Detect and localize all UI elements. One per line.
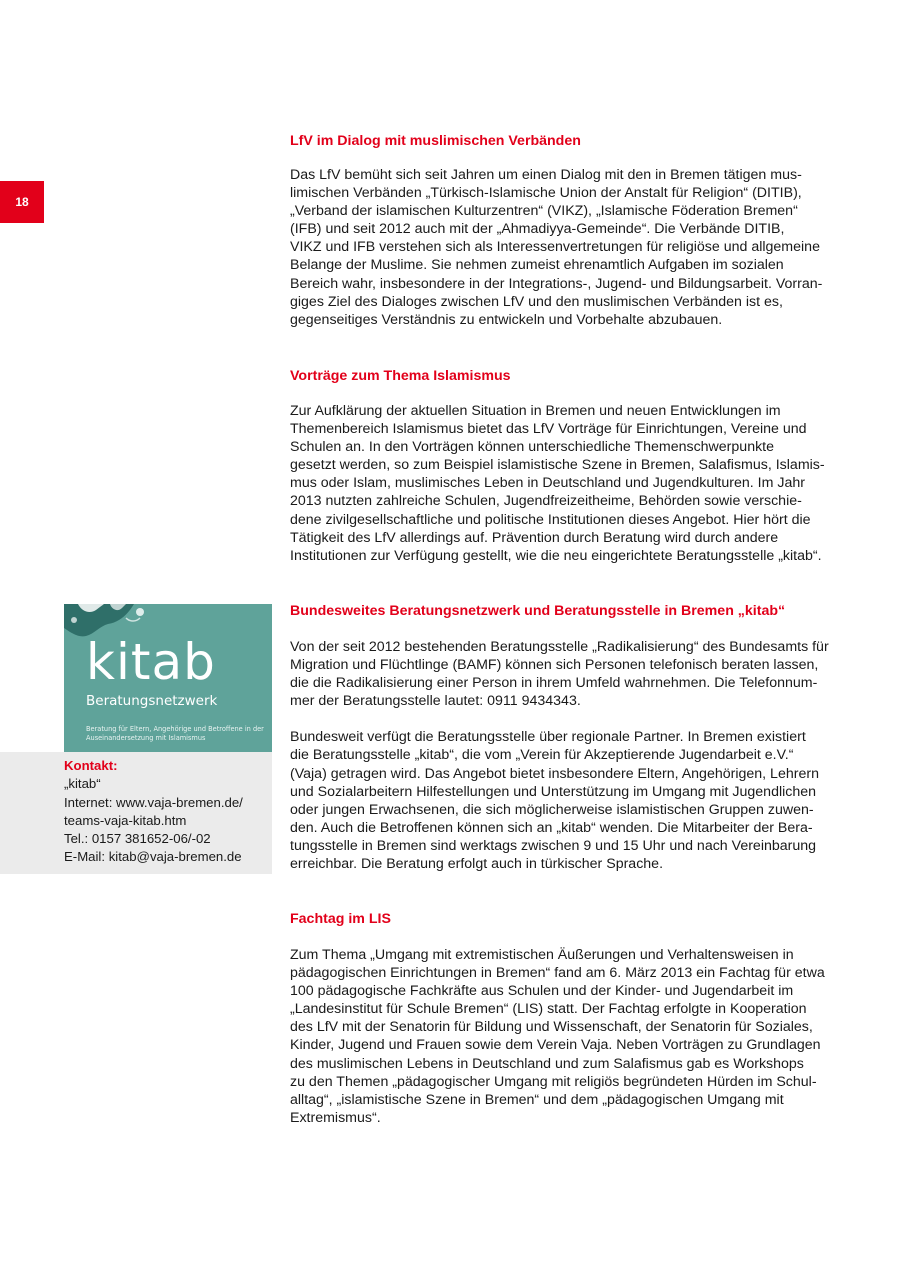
contact-phone: Tel.: 0157 381652-06/-02	[64, 831, 211, 847]
logo-subtitle: Beratungsnetzwerk	[86, 693, 218, 709]
section-heading: Bundesweites Beratungsnetzwerk und Beratungsstelle in Bremen „kitab“	[290, 603, 786, 619]
section-heading: LfV im Dialog mit muslimischen Verbänden	[290, 133, 581, 149]
contact-details	[64, 757, 243, 867]
section-dialog	[290, 132, 842, 329]
kitab-logo	[64, 604, 272, 752]
page-number-tab	[0, 181, 44, 223]
contact-website: Internet: www.vaja-bremen.de/	[64, 794, 243, 810]
contact-website-path: teams-vaja-kitab.htm	[64, 812, 187, 828]
section-fachtag	[290, 910, 842, 1127]
section-paragraph: Das LfV bemüht sich seit Jahren um einen Dialog mit den in Bremen tätigen mus- limischen Verbänden „Türkisch-Islamische Union der Anstalt für Religion“ (DITIB), „Verband der islamischen Kulturzentren“ (VIKZ), „Islamische Föderation Bremen“ (IFB) und seit 2012 auch mit der „Ahmadiyya-Gemeinde“. Die Verbände DITIB, VIKZ und IFB verstehen sich als Interessenvertretungen für religiöse und allgemeine Belange der Muslime. Sie nehmen zumeist ehrenamtlich Aufgaben im sozialen Bereich wahr, insbesondere in der Integrations-, Jugend- und Bildungsarbeit. Vorran- giges Ziel des Dialoges zwischen LfV und den muslimischen Verbänden ist es, gegenseitiges Verständnis zu entwickeln und Vorbehalte abzubauen.	[290, 167, 823, 328]
section-paragraph: Zum Thema „Umgang mit extremistischen Äußerungen und Verhaltensweisen in pädagogischen Einrichtungen in Bremen“ fand am 6. März 2013 ein Fachtag für etwa 100 pädagogische Fachkräfte aus Schulen und der Kinder- und Jugendarbeit im „Landesinstitut für Schule Bremen“ (LIS) statt. Der Fachtag erfolgte in Kooperation des LfV mit der Senatorin für Bildung und Wissenschaft, der Senatorin für Soziales, Kinder, Jugend und Frauen sowie dem Verein Vaja. Neben Vorträgen zu Grundlagen des muslimischen Lebens in Deutschland und zum Salafismus gab es Workshops zu den Themen „pädagogischer Umgang mit religiös begründeten Hürden im Schul- alltag“, „islamistische Szene in Bremen“ und dem „pädagogischen Umgang mit Extremismus“.	[290, 947, 825, 1126]
section-paragraph: Von der seit 2012 bestehenden Beratungsstelle „Radikalisierung“ des Bundesamts für Migration und Flüchtlinge (BAMF) können sich Personen telefonisch beraten lassen, die die Radikalisierung einer Person in ihrem Umfeld wahrnehmen. Die Telefonnum- mer der Beratungsstelle lautet: 0911 9434343.	[290, 639, 829, 710]
contact-title: Kontakt:	[64, 758, 118, 773]
contact-box	[0, 752, 272, 874]
section-heading: Fachtag im LIS	[290, 911, 391, 927]
contact-email: E-Mail: kitab@vaja-bremen.de	[64, 849, 242, 865]
section-beratungsnetzwerk	[290, 602, 842, 873]
page-number: 18	[15, 195, 29, 209]
section-paragraph: Zur Aufklärung der aktuellen Situation in Bremen und neuen Entwicklungen im Themenbereich Islamismus bietet das LfV Vorträge für Einrichtungen, Vereine und Schulen an. In den Vorträgen können unterschiedliche Themenschwerpunkte gesetzt werden, so zum Beispiel islamistische Szene in Bremen, Salafismus, Islamis- mus oder Islam, muslimisches Leben in Deutschland und Jugendkulturen. Im Jahr 2013 nutzten zahlreiche Schulen, Jugendfreizeitheime, Behörden sowie verschie- dene zivilgesellschaftliche und politische Institutionen dieses Angebot. Hier hört die Tätigkeit des LfV allerdings auf. Prävention durch Beratung wird durch andere Institutionen zur Verfügung gestellt, wie die neu eingerichtete Beratungsstelle „kitab“.	[290, 403, 825, 564]
section-vortraege	[290, 367, 842, 565]
contact-line: „kitab“	[64, 776, 101, 792]
logo-tagline: Beratung für Eltern, Angehörige und Betroffene in der Auseinandersetzung mit Islamismus	[86, 725, 264, 742]
logo-wordmark: kitab	[86, 633, 216, 691]
section-heading: Vorträge zum Thema Islamismus	[290, 368, 511, 384]
section-paragraph-2: Bundesweit verfügt die Beratungsstelle über regionale Partner. In Bremen existiert die Beratungsstelle „kitab“, die vom „Verein für Akzeptierende Jugendarbeit e.V.“ (Vaja) getragen wird. Das Angebot bietet insbesondere Eltern, Angehörigen, Lehrern und Sozialarbeitern Hilfestellungen und Unterstützung im Umgang mit Jugendlichen oder jungen Erwachsenen, die sich möglicherweise islamistischen Gruppen zuwen- den. Auch die Betroffenen können sich an „kitab“ wenden. Die Mitarbeiter der Bera- tungsstelle in Bremen sind werktags zwischen 9 und 15 Uhr und nach Vereinbarung erreichbar. Die Beratung erfolgt auch in türkischer Sprache.	[290, 729, 819, 873]
